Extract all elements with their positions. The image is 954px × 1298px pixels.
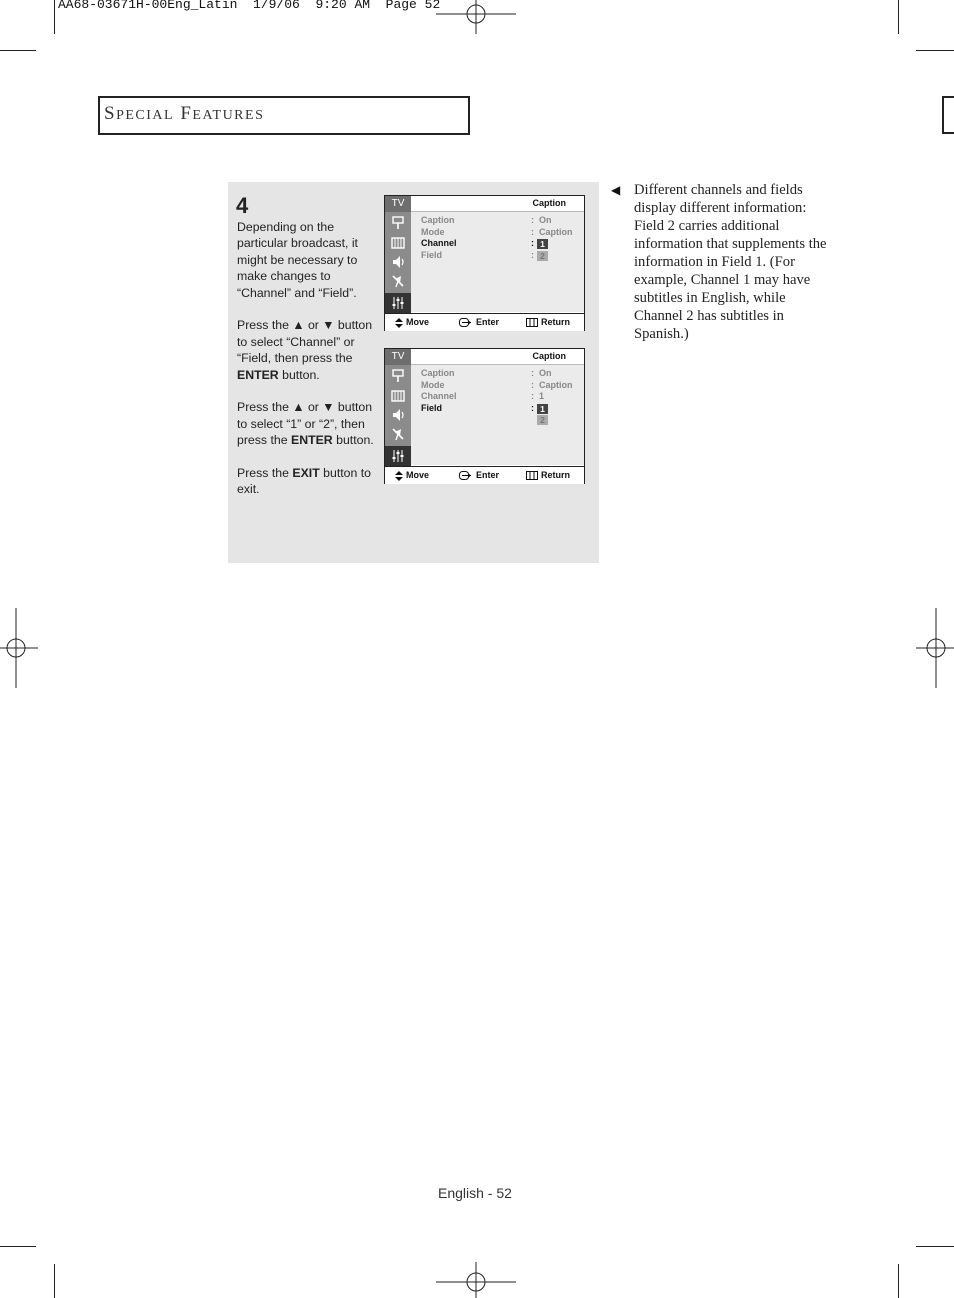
osd-row-value: 1 <box>539 391 545 401</box>
osd-row-value: On <box>539 215 552 225</box>
step-instructions <box>237 219 375 514</box>
side-tab <box>942 96 954 134</box>
osd-row-label: Field <box>421 250 443 260</box>
registration-mark-icon <box>914 608 954 688</box>
osd-return-label: Return <box>541 470 570 480</box>
crop-mark <box>54 0 55 34</box>
sound-icon <box>390 407 406 423</box>
osd-row-value: On <box>539 368 552 378</box>
osd-footer <box>385 466 584 484</box>
osd-row-value: Caption <box>539 380 573 390</box>
osd-selected-value: 1 <box>537 404 548 414</box>
crop-mark <box>898 1264 899 1298</box>
osd-menu-body <box>411 212 584 312</box>
step-paragraph: Press the ▲ or ▼ button to select “1” or “2”, then press the ENTER button. <box>237 400 374 448</box>
input-icon <box>390 215 406 231</box>
sound-icon <box>390 254 406 270</box>
osd-screen-channel <box>384 195 585 331</box>
osd-return-label: Return <box>541 317 570 327</box>
osd-title: Caption <box>532 198 566 208</box>
osd-row-label: Channel <box>421 391 457 401</box>
osd-row-colon: : <box>531 403 534 413</box>
move-icon <box>395 318 403 328</box>
osd-row-label: Caption <box>421 368 455 378</box>
channel-icon <box>390 273 406 289</box>
crop-mark <box>916 1246 954 1247</box>
picture-icon <box>390 388 406 404</box>
osd-row-colon: : <box>531 380 534 390</box>
osd-row-label: Mode <box>421 380 445 390</box>
osd-row-label: Caption <box>421 215 455 225</box>
enter-icon <box>459 318 471 327</box>
osd-row-colon: : <box>531 227 534 237</box>
setup-icon <box>390 448 406 464</box>
section-title-word: EATURES <box>192 108 265 123</box>
osd-title: Caption <box>532 351 566 361</box>
osd-option-value: 2 <box>537 415 548 425</box>
osd-enter-label: Enter <box>476 317 500 327</box>
setup-icon <box>390 295 406 311</box>
osd-row-label: Mode <box>421 227 445 237</box>
osd-selected-value: 1 <box>537 239 548 249</box>
osd-row-value: Caption <box>539 227 573 237</box>
move-icon <box>395 471 403 481</box>
note-text: Different channels and fields display different information: Field 2 carries additional information that supplements the information in Field 1. (For example, Channel 1 may have subtitles in English, while Channel 2 has subtitles in Spanish.) <box>634 182 827 342</box>
step-paragraph: Depending on the particular broadcast, it might be necessary to make changes to “Channel” and “Field”. <box>237 220 358 300</box>
osd-titlebar <box>411 196 584 212</box>
registration-mark-icon <box>436 0 516 36</box>
section-title-initial: S <box>104 103 117 124</box>
osd-tv-label: TV <box>385 349 411 365</box>
osd-move-label: Move <box>406 470 430 480</box>
section-title-initial: F <box>180 103 193 124</box>
osd-row-colon: : <box>531 215 534 225</box>
return-icon <box>526 318 538 327</box>
osd-row-colon: : <box>531 238 534 248</box>
osd-row-label: Field <box>421 403 443 413</box>
osd-row-value: 2 <box>537 251 548 261</box>
step-paragraph: Press the EXIT button to exit. <box>237 466 371 497</box>
osd-titlebar <box>411 349 584 365</box>
crop-mark <box>0 50 36 51</box>
crop-mark <box>898 0 899 34</box>
osd-move-label: Move <box>406 317 430 327</box>
input-icon <box>390 368 406 384</box>
osd-row-label: Channel <box>421 238 457 248</box>
osd-row-colon: : <box>531 391 534 401</box>
section-title <box>104 103 264 125</box>
osd-screen-field <box>384 348 585 484</box>
crop-mark <box>54 1264 55 1298</box>
step-number: 4 <box>236 193 249 218</box>
enter-icon <box>459 471 471 480</box>
osd-footer <box>385 313 584 331</box>
crop-mark <box>0 1246 36 1247</box>
note-arrow-icon: ◀ <box>611 183 621 197</box>
registration-mark-icon <box>436 1262 516 1298</box>
registration-mark-icon <box>0 608 40 688</box>
page-number: English - 52 <box>438 1185 512 1201</box>
osd-enter-label: Enter <box>476 470 500 480</box>
osd-row-colon: : <box>531 368 534 378</box>
picture-icon <box>390 235 406 251</box>
return-icon <box>526 471 538 480</box>
osd-row-colon: : <box>531 250 534 260</box>
print-slug: AA68-03671H-00Eng_Latin 1/9/06 9:20 AM Page 52 <box>58 0 441 12</box>
channel-icon <box>390 426 406 442</box>
osd-menu-body <box>411 365 584 465</box>
crop-mark <box>916 50 954 51</box>
section-title-word: PECIAL <box>116 108 175 123</box>
osd-tv-label: TV <box>385 196 411 212</box>
step-paragraph: Press the ▲ or ▼ button to select “Channel” or “Field, then press the ENTER button. <box>237 318 373 382</box>
